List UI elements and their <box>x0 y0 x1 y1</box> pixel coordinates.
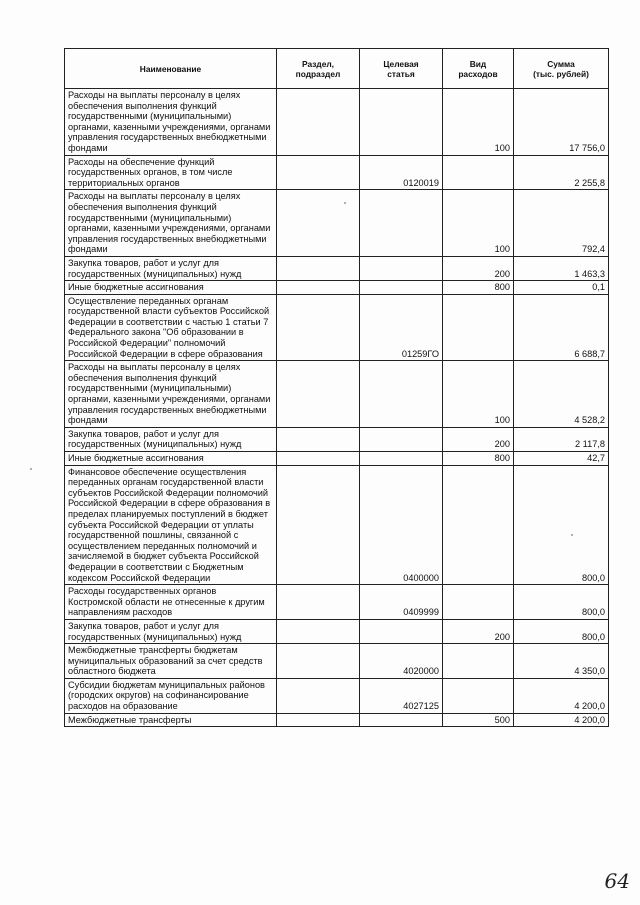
row-sum: 2 255,8 <box>514 155 609 190</box>
table-row <box>65 585 609 620</box>
row-section <box>277 465 360 585</box>
row-name: Расходы на выплаты персоналу в целях обеспечения выполнения функций государственными (муниципальными) органами, казенными учреждениями, органами управления государственных внебюджетными фондами <box>65 89 277 156</box>
row-name: Расходы на обеспечение функций государственных органов, в том числе территориальных органов <box>65 155 277 190</box>
row-name: Закупка товаров, работ и услуг для государственных (муниципальных) нужд <box>65 256 277 280</box>
row-target <box>360 89 443 156</box>
row-section <box>277 155 360 190</box>
row-sum: 4 528,2 <box>514 361 609 428</box>
row-section <box>277 190 360 257</box>
row-section <box>277 619 360 643</box>
row-target: 4027125 <box>360 678 443 713</box>
row-name: Расходы на выплаты персоналу в целях обеспечения выполнения функций государственными (муниципальными) органами, казенными учреждениями, органами управления государственных внебюджетными фондами <box>65 190 277 257</box>
row-sum: 4 350,0 <box>514 644 609 679</box>
header-section: Раздел, подраздел <box>277 49 360 89</box>
header-name: Наименование <box>65 49 277 89</box>
row-type: 800 <box>443 281 514 295</box>
row-type <box>443 644 514 679</box>
header-sum: Сумма (тыс. рублей) <box>514 49 609 89</box>
row-type <box>443 294 514 361</box>
table-header-row <box>65 49 609 89</box>
row-target: 0400000 <box>360 465 443 585</box>
row-target <box>360 190 443 257</box>
row-type: 200 <box>443 256 514 280</box>
row-section <box>277 294 360 361</box>
row-target <box>360 281 443 295</box>
row-sum: 800,0 <box>514 585 609 620</box>
row-target <box>360 361 443 428</box>
row-name: Закупка товаров, работ и услуг для государственных (муниципальных) нужд <box>65 619 277 643</box>
row-section <box>277 427 360 451</box>
scan-speck <box>344 202 346 204</box>
table-body <box>65 89 609 727</box>
header-target: Целевая статья <box>360 49 443 89</box>
row-name: Осуществление переданных органам государственной власти субъектов Российской Федерации в соответствии с частью 1 статьи 7 Федерального закона "Об образовании в Российской Федерации" полномочий Российской Федерации в сфере образования <box>65 294 277 361</box>
table-row <box>65 427 609 451</box>
row-name: Расходы государственных органов Костромской области не отнесенные к другим направлениям расходов <box>65 585 277 620</box>
table-row <box>65 361 609 428</box>
row-target <box>360 619 443 643</box>
row-target: 01259ГО <box>360 294 443 361</box>
row-section <box>277 256 360 280</box>
row-section <box>277 678 360 713</box>
row-sum: 4 200,0 <box>514 678 609 713</box>
table-row <box>65 452 609 466</box>
row-type <box>443 585 514 620</box>
row-sum: 1 463,3 <box>514 256 609 280</box>
table-row <box>65 190 609 257</box>
row-type <box>443 155 514 190</box>
row-type: 200 <box>443 619 514 643</box>
table-row <box>65 678 609 713</box>
table-row <box>65 89 609 156</box>
row-sum: 6 688,7 <box>514 294 609 361</box>
row-sum: 800,0 <box>514 619 609 643</box>
row-sum: 0,1 <box>514 281 609 295</box>
row-section <box>277 361 360 428</box>
row-section <box>277 89 360 156</box>
scan-speck <box>30 468 32 470</box>
row-type <box>443 678 514 713</box>
row-name: Иные бюджетные ассигнования <box>65 452 277 466</box>
row-type <box>443 465 514 585</box>
row-type: 500 <box>443 713 514 727</box>
row-type: 200 <box>443 427 514 451</box>
row-target <box>360 256 443 280</box>
table-row <box>65 713 609 727</box>
row-sum: 4 200,0 <box>514 713 609 727</box>
row-type: 100 <box>443 190 514 257</box>
table-row <box>65 294 609 361</box>
row-sum: 800,0 <box>514 465 609 585</box>
row-name: Финансовое обеспечение осуществления переданных органам государственной власти субъектов Российской Федерации полномочий Российской Федерации в сфере образования в пределах планируемых поступлений в бюджет субъекта Российской Федерации от уплаты государственной пошлины, связанной с осуществлением переданных полномочий и зачисляемой в бюджет субъекта Российской Федерации в соответствии с Бюджетным кодексом Российской Федерации <box>65 465 277 585</box>
table-row <box>65 256 609 280</box>
row-target <box>360 713 443 727</box>
table-row <box>65 465 609 585</box>
row-section <box>277 644 360 679</box>
row-section <box>277 713 360 727</box>
row-target: 0120019 <box>360 155 443 190</box>
table-row <box>65 155 609 190</box>
row-target <box>360 452 443 466</box>
scan-speck <box>571 534 573 536</box>
row-sum: 792,4 <box>514 190 609 257</box>
row-sum: 2 117,8 <box>514 427 609 451</box>
row-type: 100 <box>443 361 514 428</box>
table-row <box>65 281 609 295</box>
row-section <box>277 281 360 295</box>
row-name: Межбюджетные трансферты бюджетам муниципальных образований за счет средств областного бюджета <box>65 644 277 679</box>
row-type: 100 <box>443 89 514 156</box>
row-name: Закупка товаров, работ и услуг для государственных (муниципальных) нужд <box>65 427 277 451</box>
row-section <box>277 585 360 620</box>
budget-table <box>64 48 609 727</box>
row-section <box>277 452 360 466</box>
table-row <box>65 619 609 643</box>
table-row <box>65 644 609 679</box>
row-sum: 17 756,0 <box>514 89 609 156</box>
row-sum: 42,7 <box>514 452 609 466</box>
row-target: 0409999 <box>360 585 443 620</box>
row-name: Иные бюджетные ассигнования <box>65 281 277 295</box>
page-number: 64 <box>604 869 630 893</box>
header-type: Вид расходов <box>443 49 514 89</box>
row-target <box>360 427 443 451</box>
row-name: Субсидии бюджетам муниципальных районов (городских округов) на софинансирование расходов на образование <box>65 678 277 713</box>
row-name: Межбюджетные трансферты <box>65 713 277 727</box>
row-type: 800 <box>443 452 514 466</box>
row-name: Расходы на выплаты персоналу в целях обеспечения выполнения функций государственными (муниципальными) органами, казенными учреждениями, органами управления государственных внебюджетными фондами <box>65 361 277 428</box>
row-target: 4020000 <box>360 644 443 679</box>
